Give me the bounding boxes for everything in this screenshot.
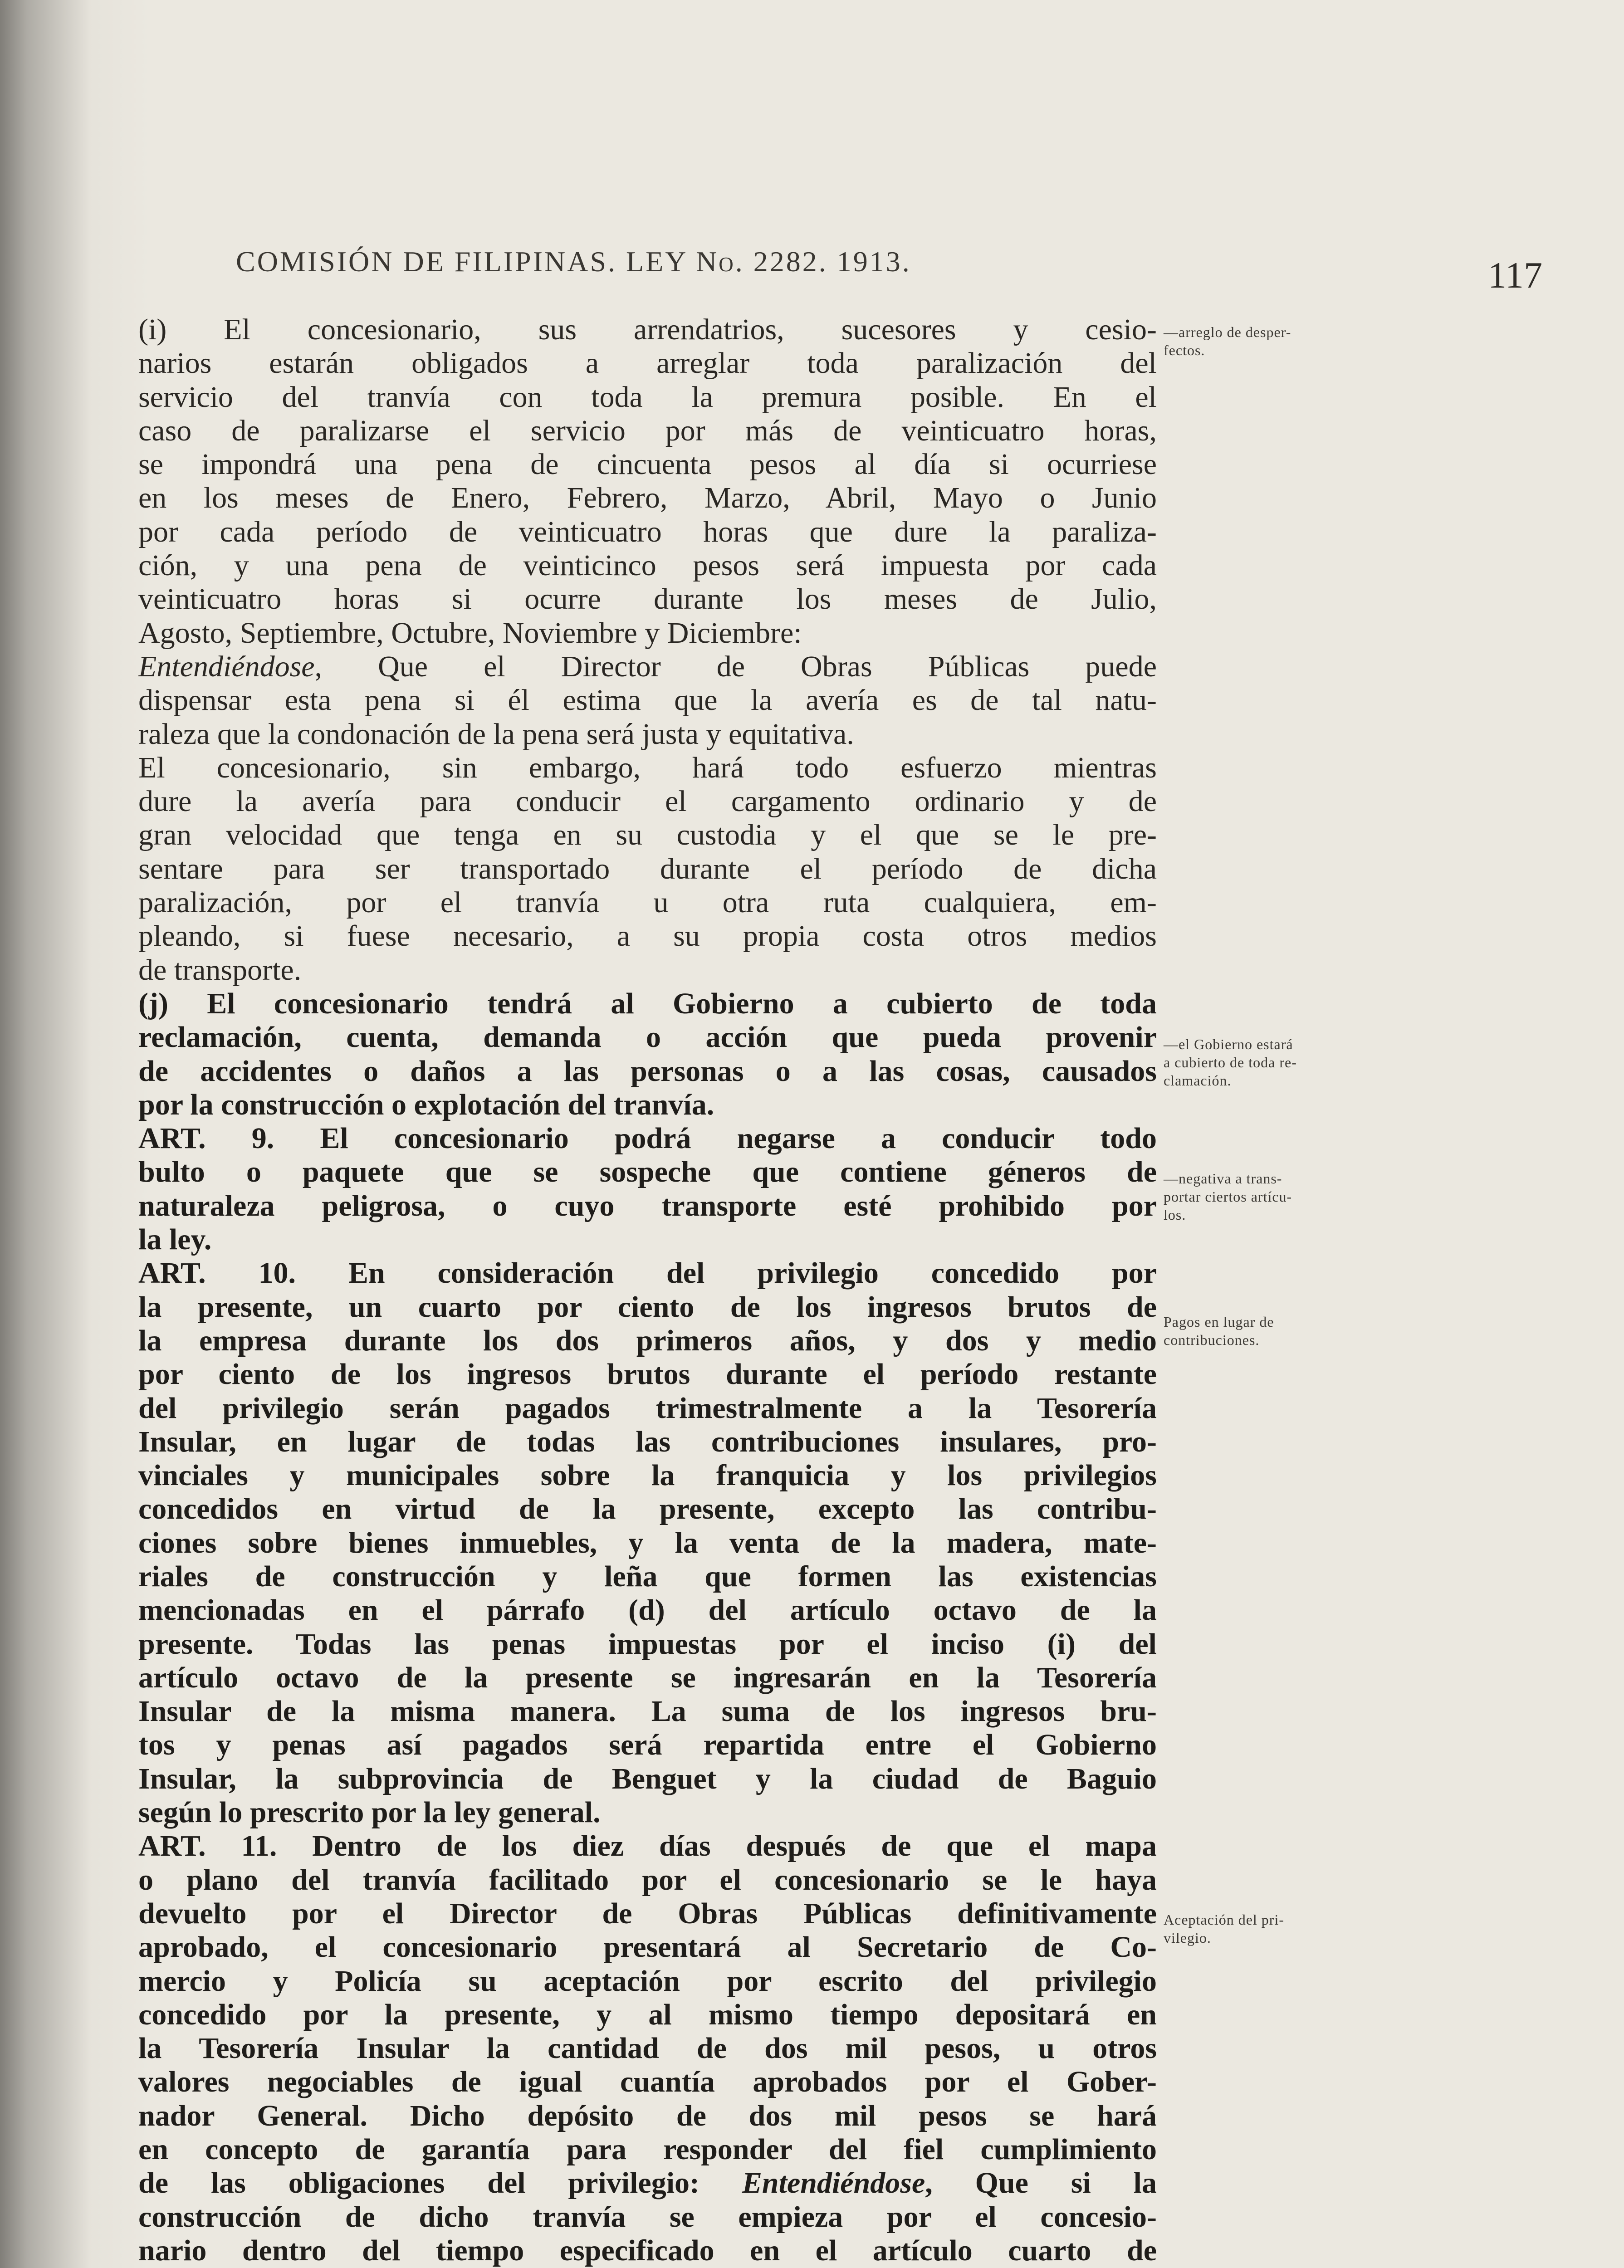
text-line: caso de paralizarse el servicio por más de veinticuatro horas,	[138, 414, 1157, 447]
page-number: 117	[1488, 254, 1542, 296]
text-line: ART. 10. En consideración del privilegio concedido por	[138, 1256, 1157, 1290]
text-line: raleza que la condonación de la pena será justa y equitativa.	[138, 717, 854, 751]
text-line: o plano del tranvía facilitado por el concesionario se le haya	[138, 1863, 1157, 1897]
margin-note-line: clamación.	[1164, 1072, 1232, 1089]
text-line: (j) El concesionario tendrá al Gobierno a cubierto de toda	[138, 987, 1157, 1020]
text-line: vinciales y municipales sobre la franquicia y los privilegios	[138, 1459, 1157, 1492]
text-line: paralización, por el tranvía u otra ruta cualquiera, em-	[138, 886, 1157, 919]
margin-note-line: —arreglo de desper-	[1164, 324, 1291, 340]
text-line: de accidentes o daños a las personas o a las cosas, causados	[138, 1054, 1157, 1088]
text-line: por cada período de veinticuatro horas que dure la paraliza-	[138, 515, 1157, 548]
text-line: servicio del tranvía con toda la premura posible. En el	[138, 380, 1157, 414]
text-line: construcción de dicho tranvía se empieza por el concesio-	[138, 2200, 1157, 2234]
text-line: (i) El concesionario, sus arrendatrios, sucesores y cesio-	[138, 313, 1157, 346]
text-line: devuelto por el Director de Obras Públicas definitivamente	[138, 1897, 1157, 1930]
text-line: bulto o paquete que se sospeche que contiene géneros de	[138, 1155, 1157, 1189]
italic-term: Entendiéndose	[138, 650, 315, 683]
text-line: narios estarán obligados a arreglar toda paralización del	[138, 347, 1157, 380]
margin-note-pagos	[1164, 1313, 1436, 1349]
italic-term: Entendiéndose	[742, 2166, 925, 2200]
bold-paragraphs	[138, 987, 1157, 2268]
text-line: artículo octavo de la presente se ingresarán en la Tesorería	[138, 1661, 1157, 1694]
light-paragraphs	[138, 313, 1157, 987]
margin-note-gobierno	[1164, 1035, 1436, 1090]
text-line: mencionadas en el párrafo (d) del artículo octavo de la	[138, 1593, 1157, 1627]
margin-note-line: fectos.	[1164, 342, 1205, 358]
text-line: concedido por la presente, y al mismo tiempo depositará en	[138, 1998, 1157, 2031]
text-line: nador General. Dicho depósito de dos mil pesos se hará	[138, 2099, 1157, 2132]
text-line: en concepto de garantía para responder del fiel cumplimiento	[138, 2133, 1157, 2166]
text-line: concedidos en virtud de la presente, excepto las contribu-	[138, 1492, 1157, 1526]
body-text	[138, 313, 1157, 2268]
text-line: la presente, un cuarto por ciento de los ingresos brutos de	[138, 1290, 1157, 1324]
margin-note-line: —negativa a trans-	[1164, 1170, 1282, 1187]
text-line: reclamación, cuenta, demanda o acción que pueda provenir	[138, 1021, 1157, 1054]
margin-note-arreglo	[1164, 323, 1436, 359]
text-line: presente. Todas las penas impuestas por el inciso (i) del	[138, 1627, 1157, 1661]
text-line: la Tesorería Insular la cantidad de dos mil pesos, u otros	[138, 2032, 1157, 2065]
margin-note-negativa	[1164, 1169, 1436, 1224]
text-line: Entendiéndose, Que el Director de Obras Públicas puede	[138, 650, 1157, 683]
text-line: dure la avería para conducir el cargamento ordinario y de	[138, 785, 1157, 818]
text-line: por la construcción o explotación del tranvía.	[138, 1088, 714, 1121]
margin-note-line: Aceptación del pri-	[1164, 1911, 1284, 1928]
text-line: según lo prescrito por la ley general.	[138, 1796, 601, 1829]
text-line: ART. 9. El concesionario podrá negarse a conducir todo	[138, 1122, 1157, 1155]
text-line: pleando, si fuese necesario, a su propia costa otros medios	[138, 919, 1157, 953]
text-line: gran velocidad que tenga en su custodia y el que se le pre-	[138, 818, 1157, 852]
text-line: se impondrá una pena de cincuenta pesos al día si ocurriese	[138, 448, 1157, 481]
text-line: Agosto, Septiembre, Octubre, Noviembre y Diciembre:	[138, 616, 802, 650]
text-line: riales de construcción y leña que formen las existencias	[138, 1559, 1157, 1593]
text-line: veinticuatro horas si ocurre durante los meses de Julio,	[138, 582, 1157, 616]
text-line: en los meses de Enero, Febrero, Marzo, Abril, Mayo o Junio	[138, 481, 1157, 515]
text-line: la ley.	[138, 1223, 212, 1256]
text-line: ART. 11. Dentro de los diez días después de que el mapa	[138, 1829, 1157, 1863]
margin-note-line: portar ciertos artícu-	[1164, 1188, 1292, 1205]
margin-note-line: contribuciones.	[1164, 1332, 1260, 1348]
text-line: dispensar esta pena si él estima que la avería es de tal natu-	[138, 684, 1157, 717]
text-line: ción, y una pena de veinticinco pesos será impuesta por cada	[138, 549, 1157, 582]
text-line: la empresa durante los dos primeros años, y dos y medio	[138, 1324, 1157, 1357]
text-line: por ciento de los ingresos brutos durante el período restante	[138, 1358, 1157, 1391]
margin-note-line: —el Gobierno estará	[1164, 1036, 1293, 1052]
running-header: COMISIÓN DE FILIPINAS. LEY No. 2282. 1913.	[236, 245, 911, 278]
text-line: ciones sobre bienes inmuebles, y la venta de la madera, mate-	[138, 1526, 1157, 1559]
text-line: naturaleza peligrosa, o cuyo transporte esté prohibido por	[138, 1189, 1157, 1222]
margin-note-aceptacion	[1164, 1911, 1436, 1947]
text-line: tos y penas así pagados será repartida entre el Gobierno	[138, 1728, 1157, 1762]
text-line: aprobado, el concesionario presentará al Secretario de Co-	[138, 1931, 1157, 1964]
margin-note-line: Pagos en lugar de	[1164, 1314, 1274, 1330]
margin-note-line: a cubierto de toda re-	[1164, 1054, 1297, 1070]
text-line: mercio y Policía su aceptación por escrito del privilegio	[138, 1964, 1157, 1998]
text-line: nario dentro del tiempo especificado en el artículo cuarto de	[138, 2234, 1157, 2267]
text-line: de transporte.	[138, 953, 302, 987]
text-line: Insular de la misma manera. La suma de los ingresos bru-	[138, 1695, 1157, 1728]
text-line: El concesionario, sin embargo, hará todo esfuerzo mientras	[138, 751, 1157, 784]
text-line: Insular, en lugar de todas las contribuciones insulares, pro-	[138, 1425, 1157, 1458]
text-line: valores negociables de igual cuantía aprobados por el Gober-	[138, 2065, 1157, 2099]
margin-note-line: los.	[1164, 1207, 1186, 1223]
text-line: del privilegio serán pagados trimestralmente a la Tesorería	[138, 1391, 1157, 1425]
text-line: sentare para ser transportado durante el período de dicha	[138, 852, 1157, 885]
margin-note-line: vilegio.	[1164, 1930, 1211, 1946]
text-line: de las obligaciones del privilegio: Entendiéndose, Que si la	[138, 2166, 1157, 2200]
text-line: Insular, la subprovincia de Benguet y la ciudad de Baguio	[138, 1762, 1157, 1795]
